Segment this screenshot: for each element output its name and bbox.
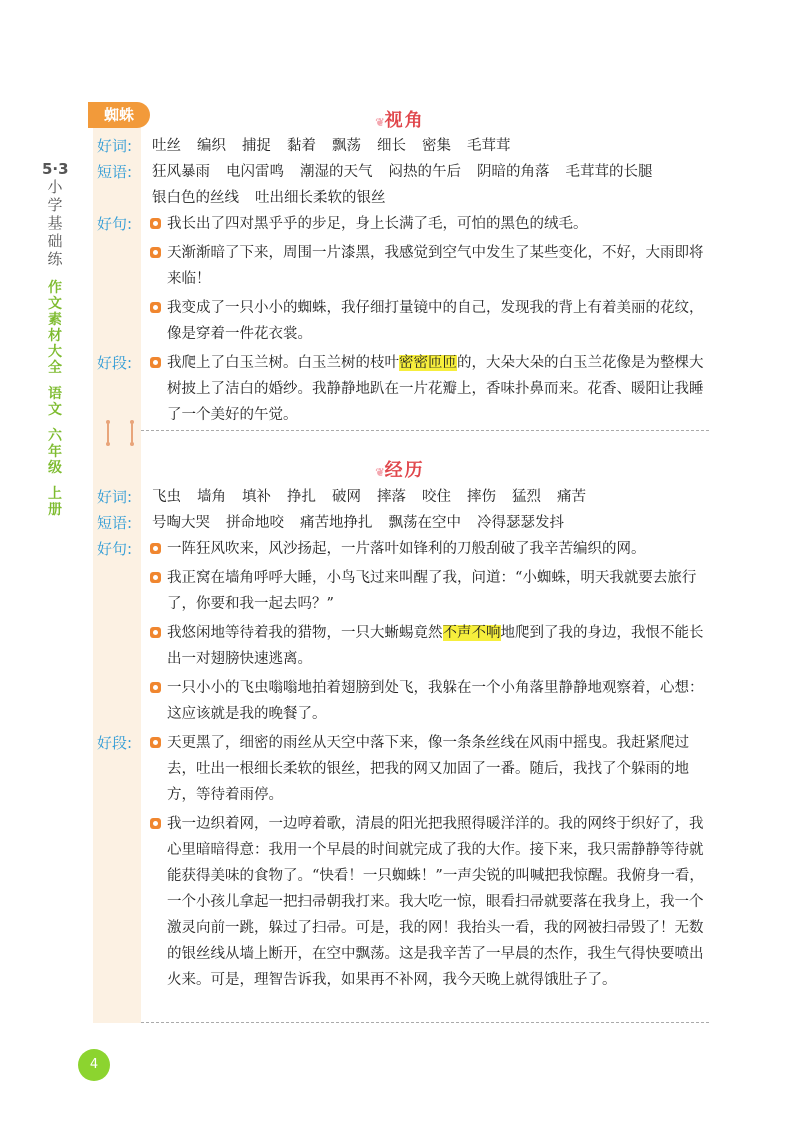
- brand-char: 础: [47, 232, 63, 250]
- bullet-icon: [150, 627, 161, 638]
- bullet-icon: [150, 302, 161, 313]
- paragraph-item: 我爬上了白玉兰树。白玉兰树的枝叶密密匝匝的，大朵大朵的白玉兰花像是为整棵大树披上了洁白的婚纱。我静静地趴在一片花瓣上，香味扑鼻而来。花香、暖阳让我睡了一个美好的午觉。: [97, 350, 712, 428]
- topic-tag: 蜘蛛: [88, 102, 150, 128]
- word: 细长: [377, 138, 406, 154]
- sentence-item: 天渐渐暗了下来，周围一片漆黑，我感觉到空气中发生了某些变化，不好，大雨即将来临！: [97, 240, 712, 292]
- highlighted-phrase: 不声不响: [442, 625, 501, 641]
- bullet-icon: [150, 218, 161, 229]
- phrase: 号啕大哭: [152, 515, 210, 531]
- grade-char: 年: [48, 444, 62, 460]
- ring-connector-icon: [104, 420, 140, 446]
- series-char: 材: [48, 328, 62, 344]
- label: 好段:: [97, 734, 133, 752]
- word: 黏着: [287, 138, 316, 154]
- phrase: 电闪雷鸣: [226, 164, 284, 180]
- section-perspective: [97, 133, 712, 431]
- word: 捕捉: [242, 138, 271, 154]
- brand-char: 练: [47, 250, 63, 268]
- section-title-text: 视角: [384, 110, 425, 131]
- series-char: 作: [48, 280, 62, 296]
- word: 摔落: [377, 489, 406, 505]
- subject-char: 文: [48, 402, 62, 418]
- volume-char: 上: [48, 486, 62, 502]
- word: 毛茸茸: [467, 138, 511, 154]
- grade-char: 六: [48, 428, 62, 444]
- leaf-icon: ❦: [375, 116, 385, 129]
- subject-char: 语: [48, 386, 62, 402]
- brand-char: 基: [47, 214, 63, 232]
- paragraph-item: 我一边织着网，一边哼着歌，清晨的阳光把我照得暖洋洋的。我的网终于织好了，我心里暗暗得意：我用一个早晨的时间就完成了我的大作。接下来，我只需静静等待就能获得美味的食物了。“快看！一只蜘蛛！”一声尖锐的叫喊把我惊醒。我俯身一看，一个小孩儿拿起一把扫帚朝我打来。我大吃一惊，眼看扫帚就要落在我身上，我一个激灵向前一跳，躲过了扫帚。可是，我的网！我抬头一看，我的网被扫帚毁了！无数的银丝线从墙上断开，在空中飘荡。这是我辛苦了一早晨的杰作，我生气得快要喷出火来。可是，理智告诉我，如果再不补网，我今天晚上就得饿肚子了。: [97, 811, 712, 993]
- sentence-item: 一只小小的飞虫嗡嗡地拍着翅膀到处飞，我躲在一个小角落里静静地观察着，心想：这应该就是我的晚餐了。: [97, 675, 712, 727]
- label: 好句:: [97, 540, 133, 558]
- phrases-row: [97, 510, 712, 536]
- page-number: 4: [78, 1049, 110, 1081]
- phrase: 狂风暴雨: [152, 164, 210, 180]
- label: 好词:: [97, 137, 133, 155]
- brand-char: 学: [47, 196, 63, 214]
- phrase: 冷得瑟瑟发抖: [477, 515, 564, 531]
- brand: [42, 160, 68, 268]
- section-divider: [141, 430, 709, 431]
- label: 好段:: [97, 354, 133, 372]
- phrase: 毛茸茸的长腿: [565, 164, 653, 180]
- word: 飞虫: [152, 489, 181, 505]
- bullet-icon: [150, 543, 161, 554]
- bullet-icon: [150, 572, 161, 583]
- sentence-item: 一阵狂风吹来，风沙扬起，一片落叶如锋利的刀般刮破了我辛苦编织的网。: [97, 536, 712, 562]
- bullet-icon: [150, 247, 161, 258]
- label: 好句:: [97, 215, 133, 233]
- brand-number: 5·3: [42, 160, 69, 178]
- bullet-icon: [150, 682, 161, 693]
- series-char: 文: [48, 296, 62, 312]
- brand-char: 小: [47, 178, 63, 196]
- word: 墙角: [197, 489, 226, 505]
- sentence-item: 我长出了四对黑乎乎的步足，身上长满了毛，可怕的黑色的绒毛。: [97, 211, 712, 237]
- highlighted-phrase: 密密匝匝: [399, 355, 457, 371]
- section-divider: [141, 1022, 709, 1023]
- label: 好词:: [97, 488, 133, 506]
- phrase: 拼命地咬: [226, 515, 284, 531]
- bullet-icon: [150, 357, 161, 368]
- phrase: 痛苦地挣扎: [300, 515, 373, 531]
- bullet-icon: [150, 737, 161, 748]
- label: 短语:: [97, 514, 133, 532]
- bullet-icon: [150, 818, 161, 829]
- phrase: 银白色的丝线: [152, 190, 239, 206]
- grade-char: 级: [48, 460, 62, 476]
- good-words-row: [97, 484, 712, 510]
- leaf-icon: ❦: [375, 466, 385, 479]
- word: 咬住: [422, 489, 451, 505]
- word: 密集: [422, 138, 451, 154]
- word: 痛苦: [557, 489, 586, 505]
- phrase: 闷热的午后: [388, 164, 461, 180]
- sentence-item: 我变成了一只小小的蜘蛛，我仔细打量镜中的自己，发现我的背上有着美丽的花纹，像是穿着一件花衣裳。: [97, 295, 712, 347]
- word: 填补: [242, 489, 271, 505]
- sentence-item: 我悠闲地等待着我的猎物，一只大蜥蜴竟然不声不响地爬到了我的身边，我恨不能长出一对翅膀快速逃离。: [97, 620, 712, 672]
- volume-char: 册: [48, 502, 62, 518]
- sidebar: [42, 160, 68, 518]
- series-char: 素: [48, 312, 62, 328]
- sentence-item: 我正窝在墙角呼呼大睡，小鸟飞过来叫醒了我，问道：“小蜘蛛，明天我就要去旅行了，你要和我一起去吗？”: [97, 565, 712, 617]
- word: 编织: [197, 138, 226, 154]
- section-experience: [97, 484, 712, 996]
- phrase: 潮湿的天气: [300, 164, 373, 180]
- good-words-row: [97, 133, 712, 159]
- label: 短语:: [97, 163, 133, 181]
- phrase: 飘荡在空中: [388, 515, 461, 531]
- word: 破网: [332, 489, 361, 505]
- paragraph-item: 天更黑了，细密的雨丝从天空中落下来，像一条条丝线在风雨中摇曳。我赶紧爬过去，吐出一根细长柔软的银丝，把我的网又加固了一番。随后，我找了个躲雨的地方，等待着雨停。: [97, 730, 712, 808]
- word: 猛烈: [512, 489, 541, 505]
- section-title-experience: [360, 456, 440, 482]
- section-title-perspective: [360, 106, 440, 132]
- phrase: 阴暗的角落: [477, 164, 550, 180]
- word: 挣扎: [287, 489, 316, 505]
- series-title: [42, 280, 68, 518]
- phrases-row: [97, 159, 712, 211]
- section-title-text: 经历: [384, 460, 425, 481]
- word: 吐丝: [152, 138, 181, 154]
- series-char: 大: [48, 344, 62, 360]
- series-char: 全: [48, 360, 62, 376]
- phrase: 吐出细长柔软的银丝: [255, 190, 386, 206]
- word: 摔伤: [467, 489, 496, 505]
- word: 飘荡: [332, 138, 361, 154]
